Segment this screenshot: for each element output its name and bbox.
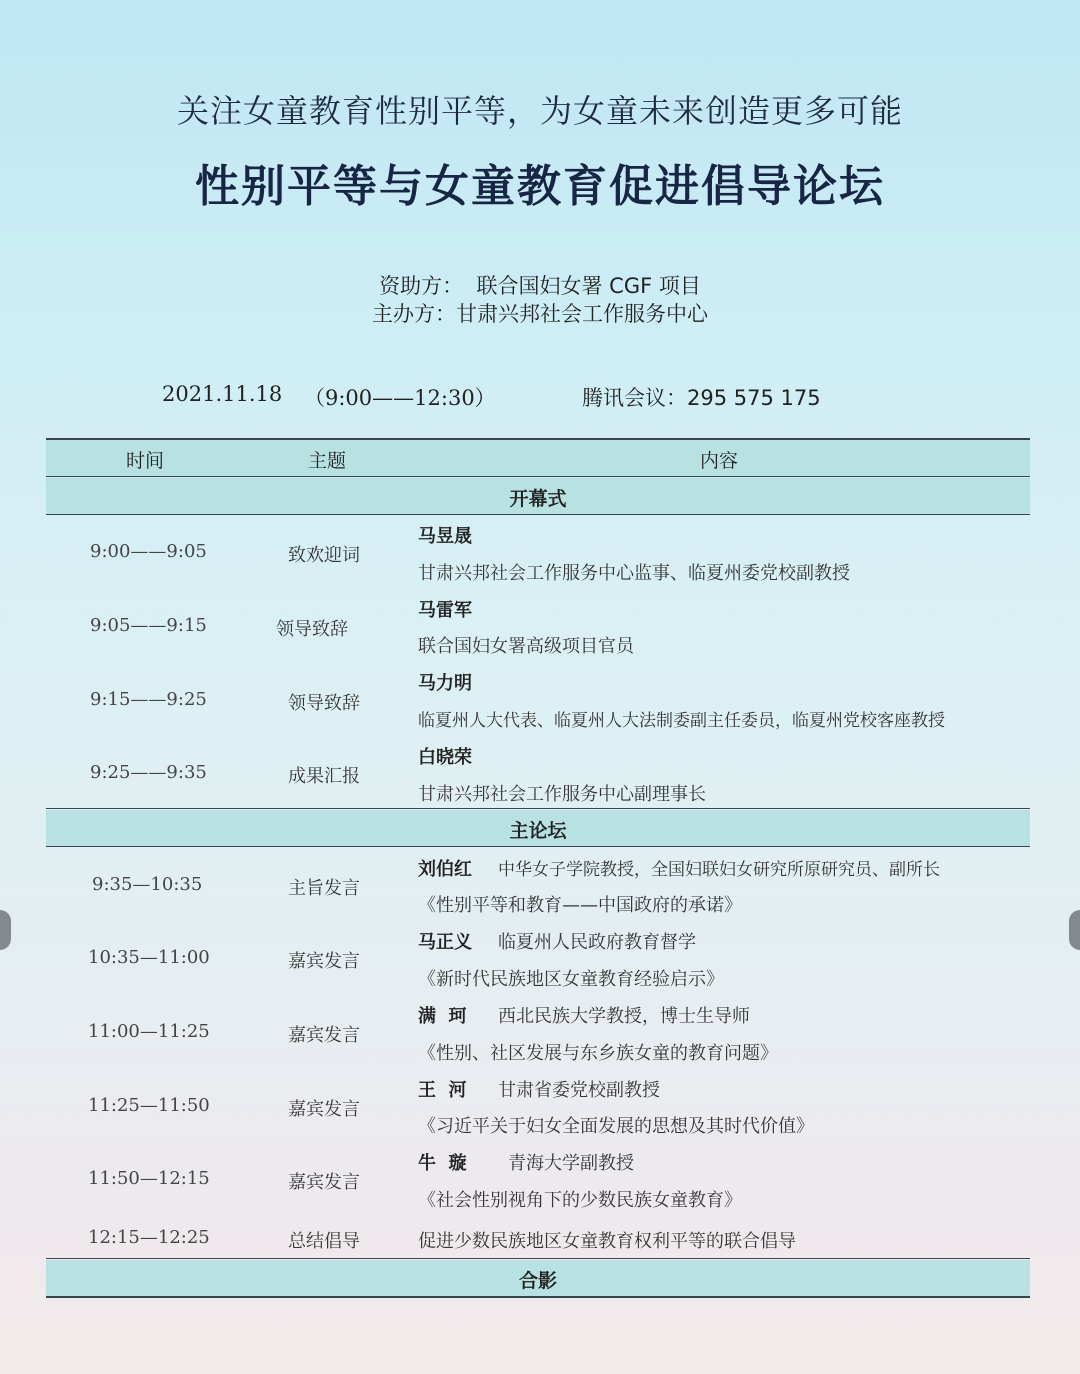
funder-label: 资助方： [379,274,464,298]
table-rule [46,1258,1030,1259]
row-time: 9:15——9:25 [90,689,207,710]
table-rule [46,808,1030,809]
speaker-title: 中华女子学院教授，全国妇联妇女研究所原研究员、副所长 [498,860,940,880]
speaker-name: 满 珂 [418,1006,467,1027]
speaker-name: 牛 璇 [418,1153,467,1174]
speaker-title: 甘肃兴邦社会工作服务中心副理事长 [418,784,706,805]
speaker-title: 联合国妇女署高级项目官员 [418,636,634,657]
previous-page-button[interactable] [0,910,11,950]
row-topic: 成果汇报 [288,766,360,787]
speaker-title: 西北民族大学教授，博士生导师 [498,1006,750,1027]
header-content: 内容 [700,450,739,472]
speaker-title: 甘肃省委党校副教授 [498,1080,660,1101]
speaker-name: 马力明 [418,673,472,694]
row-time: 10:35—11:00 [88,947,210,968]
speaker-title: 临夏州人大代表、临夏州人大法制委副主任委员，临夏州党校客座教授 [418,711,945,731]
row-time: 12:15—12:25 [88,1227,210,1248]
host-line [0,298,1080,328]
row-time: 9:05——9:15 [90,615,207,636]
tencent-meeting-id: 腾讯会议：295 575 175 [582,386,821,410]
row-topic: 嘉宾发言 [288,1099,360,1120]
next-page-button[interactable] [1069,910,1080,950]
host-value: 甘肃兴邦社会工作服务中心 [456,302,708,326]
speaker-name: 马正义 [418,932,472,953]
host-label: 主办方： [372,302,456,326]
talk-title: 《新时代民族地区女童教育经验启示》 [418,969,724,990]
speaker-title: 青海大学副教授 [508,1153,634,1174]
row-time: 11:00—11:25 [88,1021,210,1042]
talk-title: 《性别平等和教育——中国政府的承诺》 [418,895,742,916]
speaker-name: 刘伯红 [418,859,472,880]
funder-value: 联合国妇女署 CGF 项目 [476,274,701,298]
row-time: 9:00——9:05 [90,541,207,562]
row-topic: 嘉宾发言 [288,1172,360,1193]
table-rule [46,846,1030,847]
table-rule [46,1296,1030,1298]
header-band [46,439,1030,477]
row-topic: 嘉宾发言 [288,1025,360,1046]
header-time: 时间 [126,450,165,472]
row-topic: 主旨发言 [288,878,360,899]
row-time: 11:25—11:50 [88,1095,210,1116]
row-topic: 总结倡导 [288,1231,360,1252]
row-time: 9:35—10:35 [92,874,203,895]
row-topic: 领导致辞 [288,693,360,714]
speaker-title: 临夏州人民政府教育督学 [498,932,696,953]
row-topic: 嘉宾发言 [288,951,360,972]
section-title-main: 主论坛 [509,820,567,842]
talk-title: 《社会性别视角下的少数民族女童教育》 [418,1190,742,1211]
table-rule [46,476,1030,477]
table-rule [46,438,1030,440]
speaker-name: 王 河 [418,1080,467,1101]
speaker-name: 马雷军 [418,600,472,621]
section-title-opening: 开幕式 [509,488,567,510]
section-title-photo: 合影 [518,1270,557,1292]
row-topic: 致欢迎词 [288,545,360,566]
talk-title: 《性别、社区发展与东乡族女童的教育问题》 [418,1043,778,1064]
table-rule [46,514,1030,515]
talk-title: 《习近平关于妇女全面发展的思想及其时代价值》 [418,1116,814,1137]
advocacy-text: 促进少数民族地区女童教育权利平等的联合倡导 [418,1231,796,1252]
header-topic: 主题 [308,450,347,472]
speaker-title: 甘肃兴邦社会工作服务中心监事、临夏州委党校副教授 [418,563,850,584]
row-topic: 领导致辞 [276,619,348,640]
speaker-name: 马昱晟 [418,526,472,547]
row-time: 11:50—12:15 [88,1168,210,1189]
slogan: 关注女童教育性别平等，为女童未来创造更多可能 [176,92,903,130]
speaker-name: 白晓荣 [418,747,472,768]
funder-line [0,270,1080,300]
page-title: 性别平等与女童教育促进倡导论坛 [195,161,885,212]
row-time: 9:25——9:35 [90,762,207,783]
meeting-date: 2021.11.18 [162,382,283,406]
meeting-time: （9:00——12:30） [304,386,496,410]
